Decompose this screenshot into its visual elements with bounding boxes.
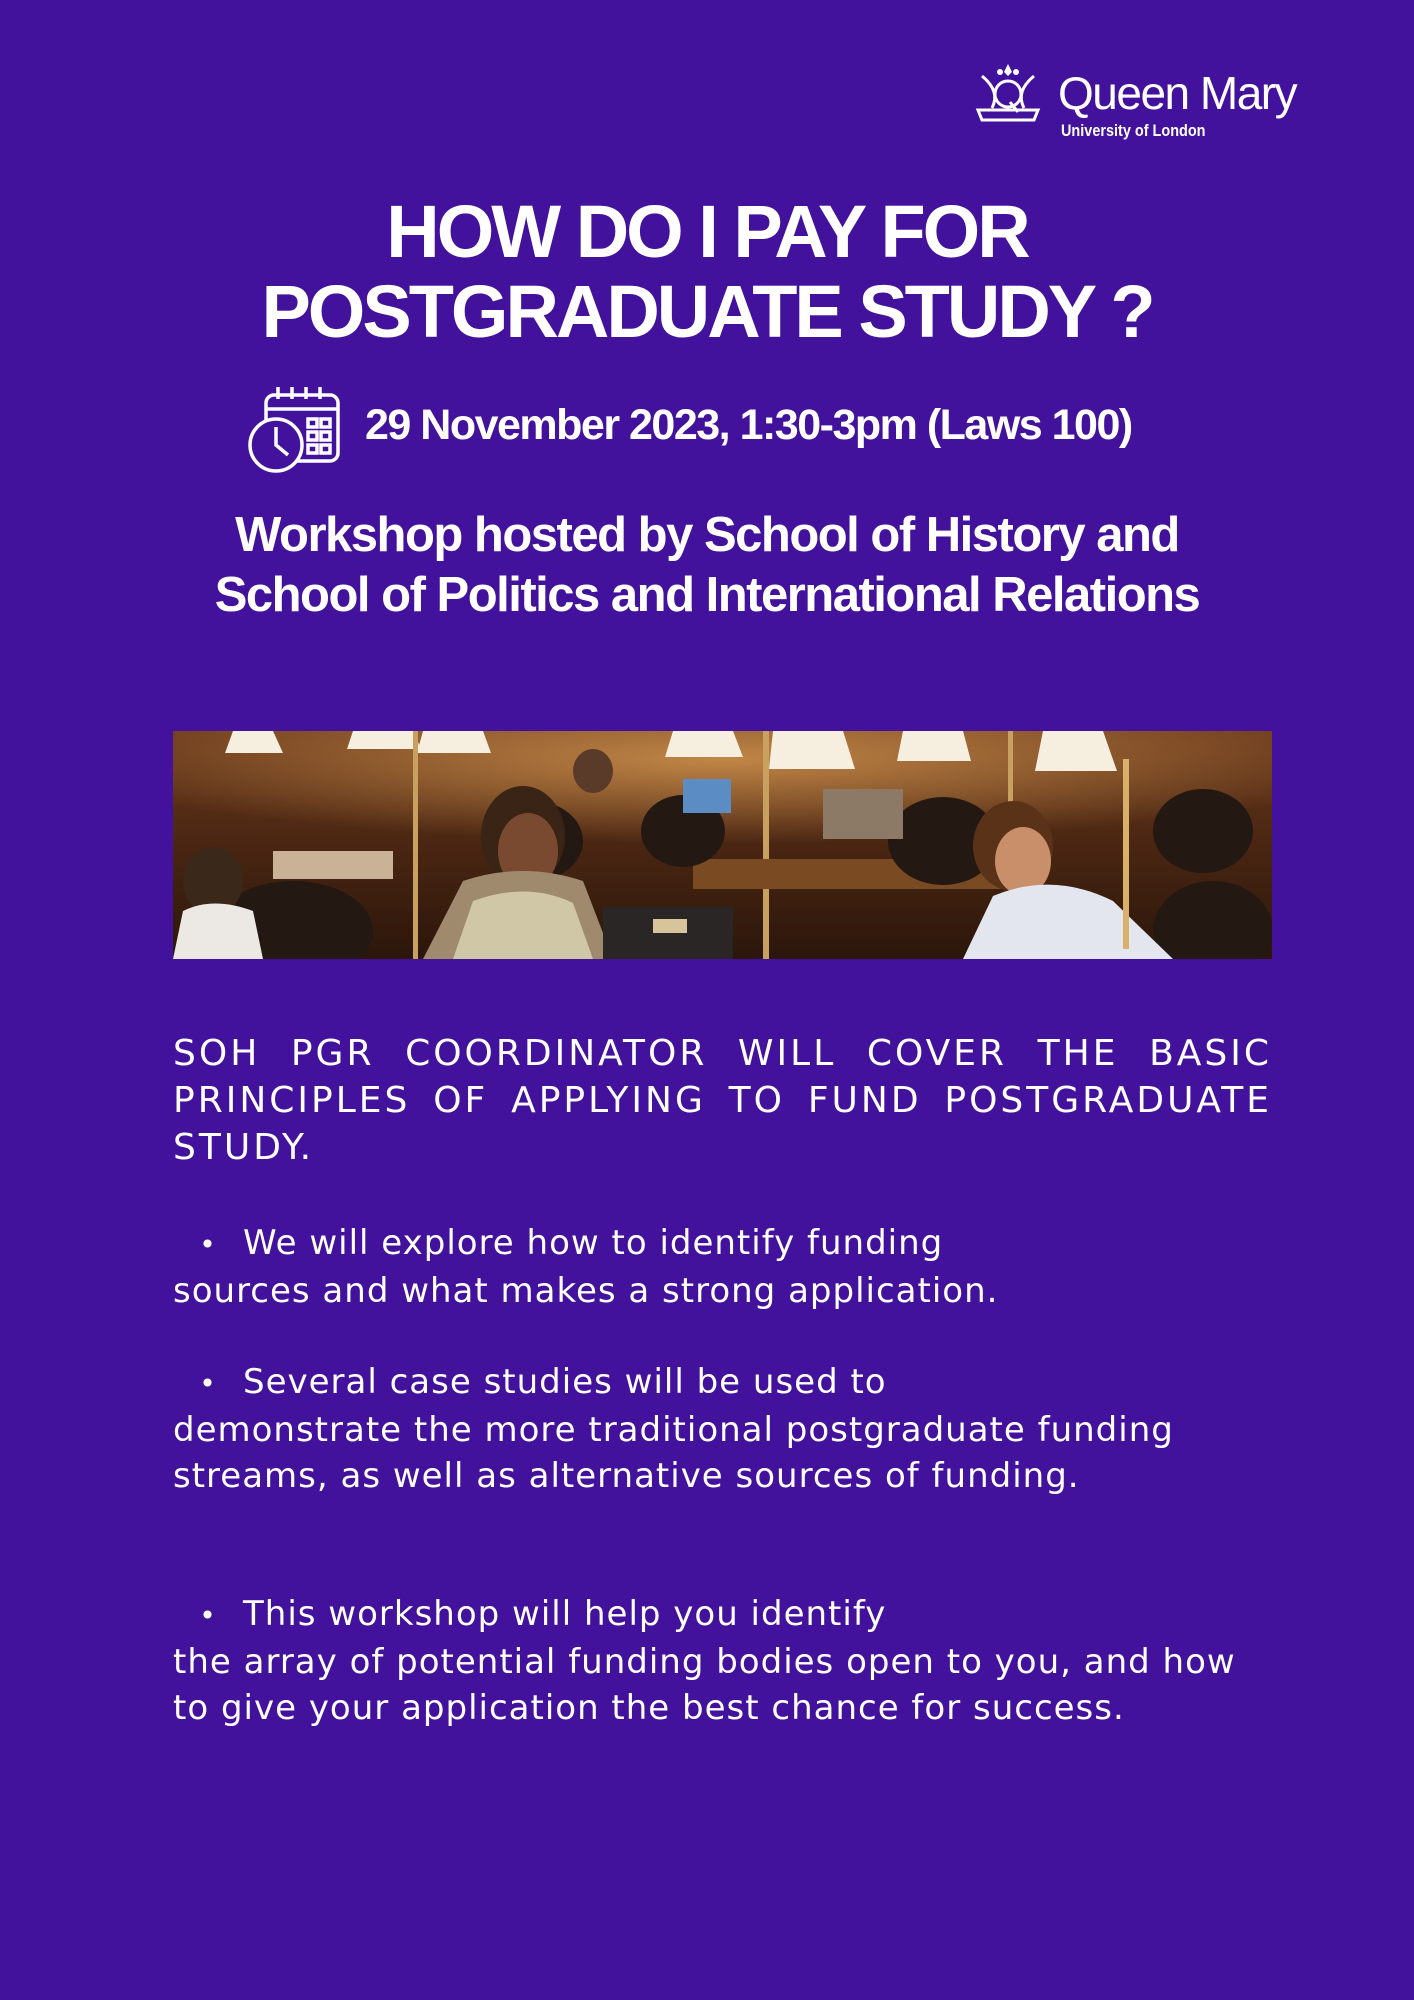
title-line-1: HOW DO I PAY FOR [386, 190, 1028, 273]
calendar-clock-icon [248, 385, 344, 475]
event-date: 29 November 2023, 1:30-3pm (Laws 100) [365, 401, 1132, 449]
bullet-item [173, 1220, 1283, 1314]
library-photo-image [173, 731, 1272, 959]
library-photo [173, 731, 1272, 959]
host-line-1: Workshop hosted by School of History and [235, 508, 1179, 562]
bullet-first-line: Several case studies will be used to [243, 1362, 887, 1402]
bullet-dot-icon: • [199, 1599, 217, 1632]
workshop-host [0, 505, 1414, 625]
event-date-line [248, 385, 1198, 475]
bullet-rest: sources and what makes a strong application. [173, 1271, 999, 1311]
host-line-2: School of Politics and International Relations [214, 568, 1200, 622]
bullet-dot-icon: • [199, 1228, 217, 1261]
bullet-first-line: This workshop will help you identify [243, 1594, 887, 1634]
queen-mary-logo [972, 60, 1297, 144]
bullet-first-line: We will explore how to identify funding [243, 1223, 944, 1263]
page-title [0, 192, 1414, 352]
crown-icon [972, 62, 1044, 124]
bullet-item [173, 1591, 1283, 1731]
logo-subtitle: University of London [1061, 121, 1206, 140]
title-line-2: POSTGRADUATE STUDY ? [261, 270, 1153, 353]
lead-paragraph: SOH PGR COORDINATOR WILL COVER THE BASIC PRINCIPLES OF APPLYING TO FUND POSTGRADUATE STUDY. [173, 1033, 1272, 1168]
bullet-rest: demonstrate the more traditional postgraduate funding streams, as well as alternative sources of funding. [173, 1410, 1174, 1496]
bullet-item [173, 1359, 1283, 1499]
logo-name: Queen Mary [1058, 67, 1297, 119]
bullet-rest: the array of potential funding bodies open to you, and how to give your application the best chance for success. [173, 1642, 1236, 1728]
bullet-dot-icon: • [199, 1367, 217, 1400]
